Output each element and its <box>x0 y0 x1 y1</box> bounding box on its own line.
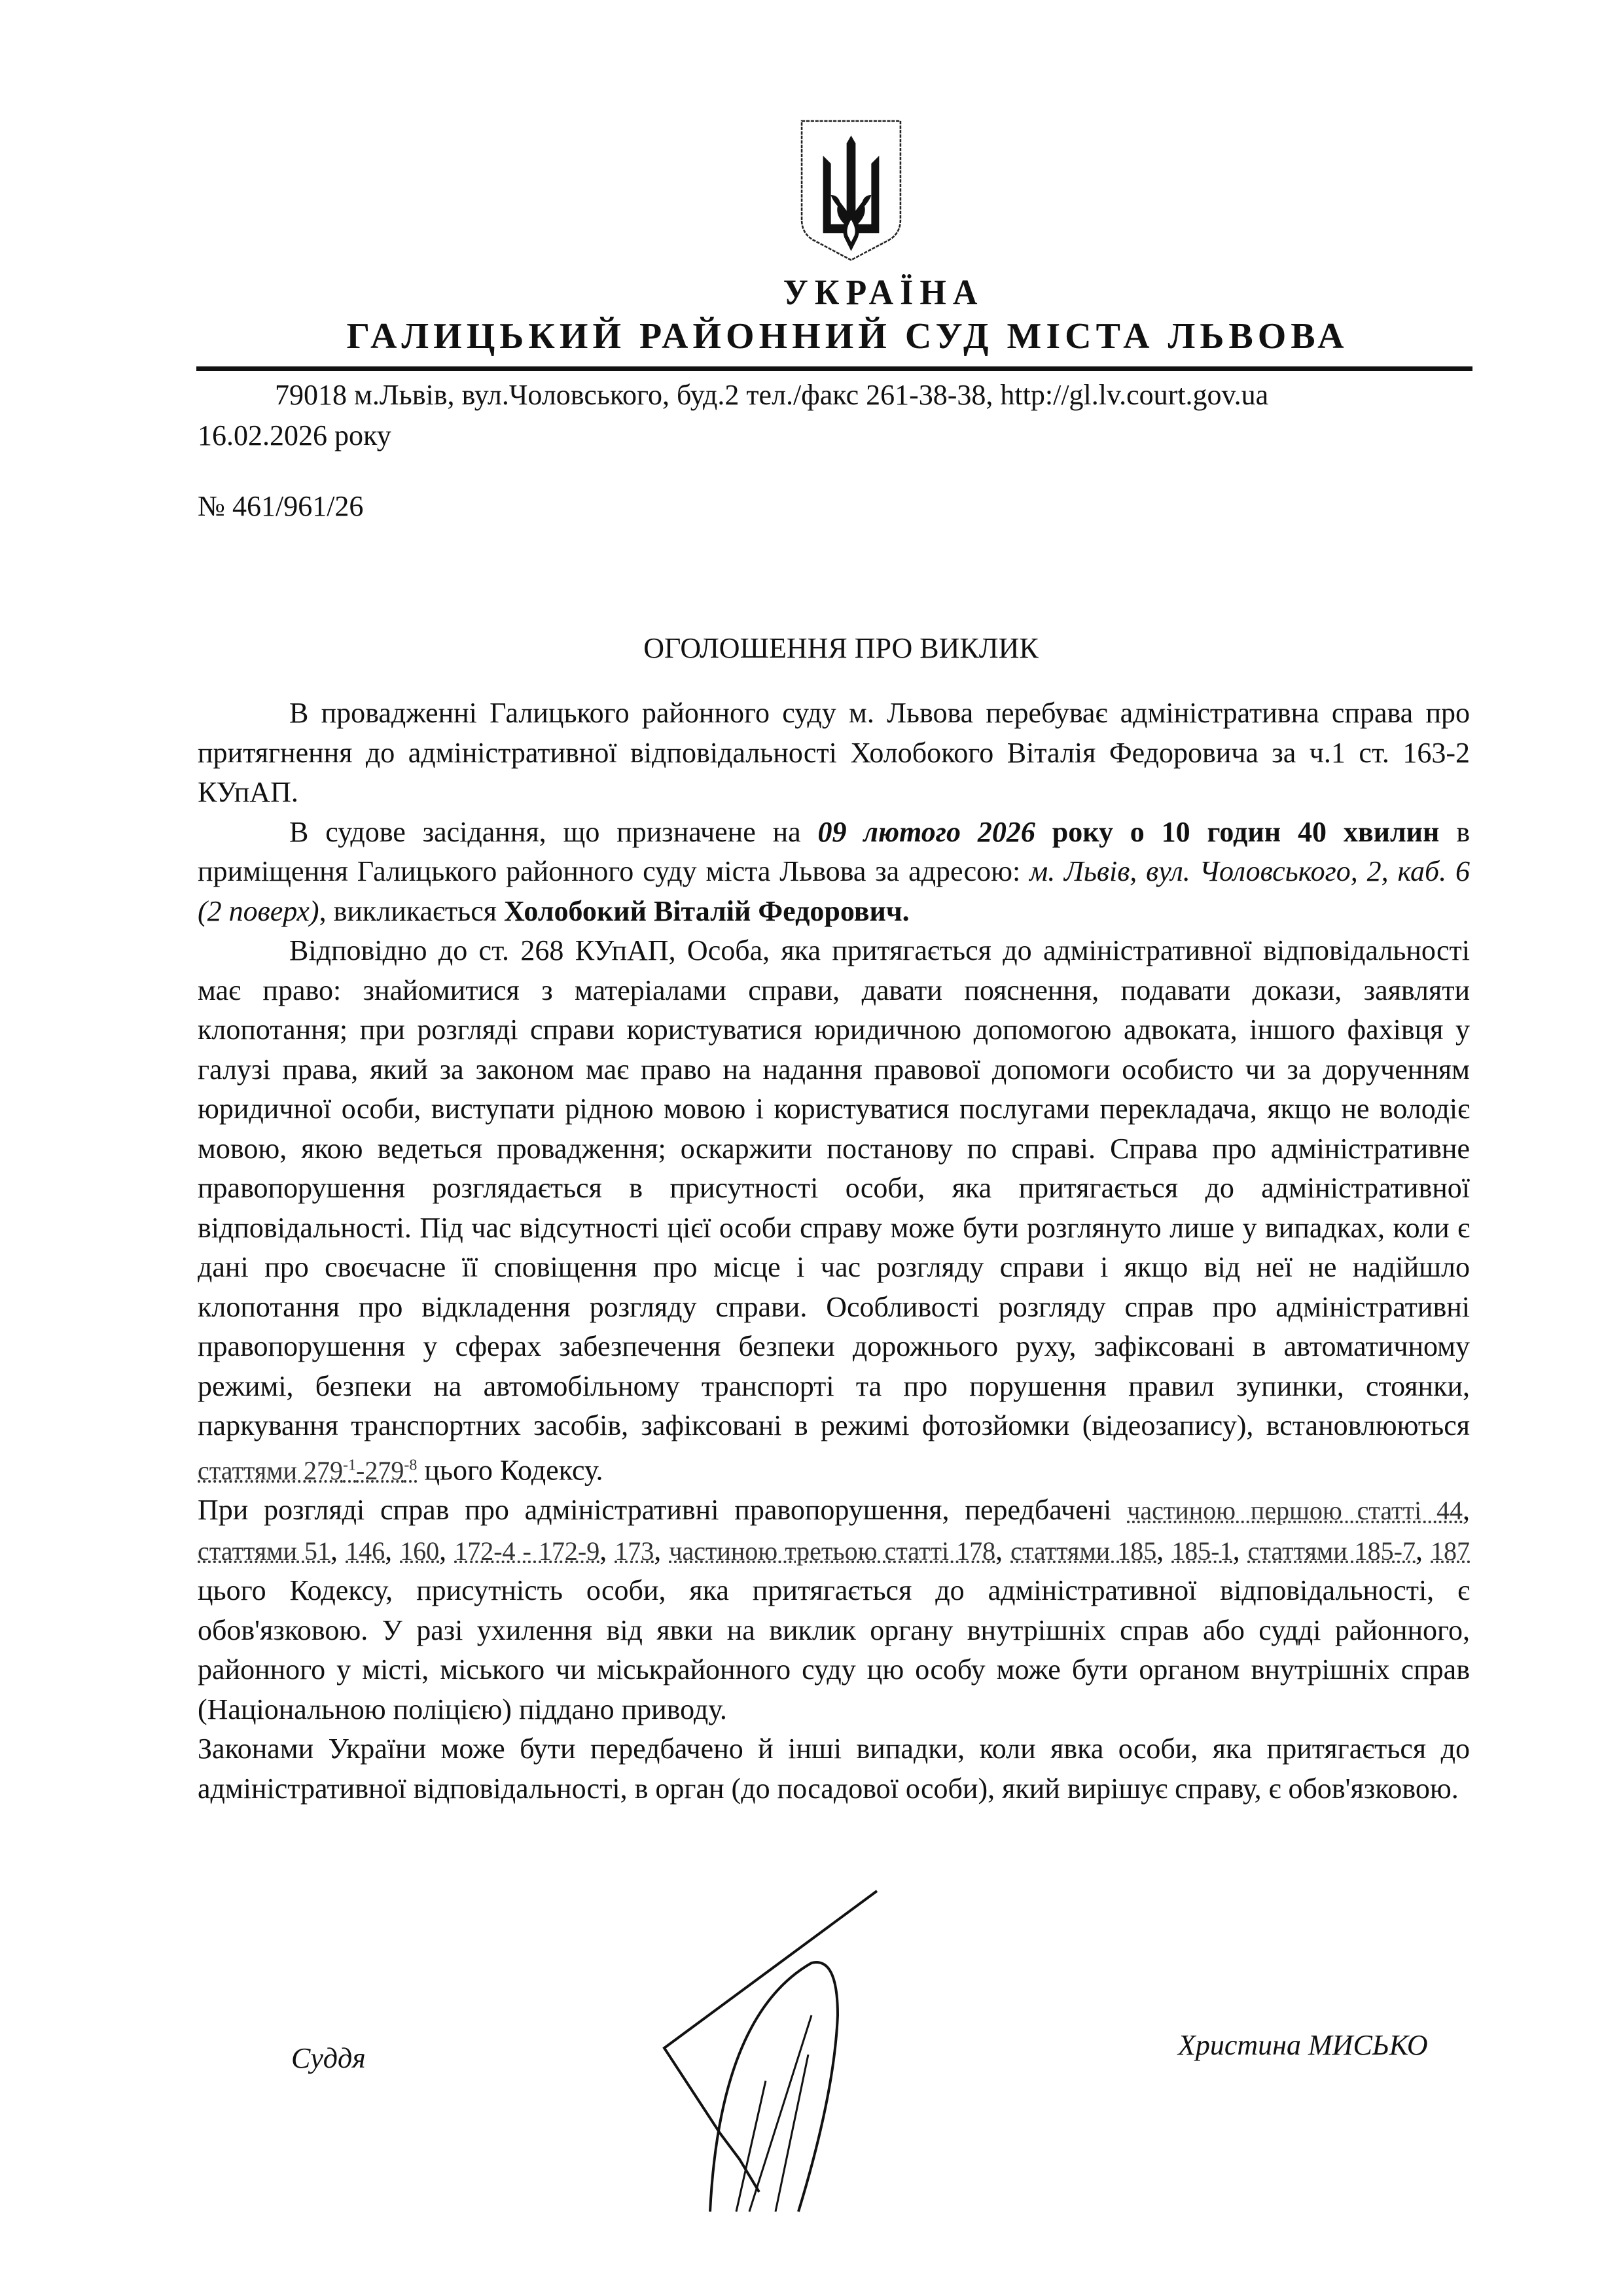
article-ref-link[interactable]: частиною третьою статті 178 <box>669 1536 996 1566</box>
paragraph-other-cases: Законами України може бути передбачено й інші випадки, коли явка особи, яка притягається до адміністративної відповідальності, в орган (до посадової особи), який вирішує справу, є обов'язковою. <box>198 1733 1470 1805</box>
header-divider <box>196 366 1472 371</box>
presence-prefix: При розгляді справ про адміністративні правопорушення, передбачені <box>198 1494 1128 1527</box>
hearing-date: 09 лютого 2026 <box>817 815 1035 848</box>
paragraph-proceedings: В провадженні Галицького районного суду м. Львова перебуває адміністративна справа про притягнення до адміністративної відповідальності Холобокого Віталія Федоровича за ч.1 ст. 163-2 КУпАП. <box>198 697 1470 808</box>
court-name-heading: ГАЛИЦЬКИЙ РАЙОННИЙ СУД МІСТА ЛЬВОВА <box>346 316 1349 357</box>
country-heading: УКРАЇНА <box>783 273 984 313</box>
rights-text: Відповідно до ст. 268 КУпАП, Особа, яка притягається до адміністративної відповідальності має право: знайомитися з матеріалами справи, давати пояснення, подавати докази, заявляти клопотання; при розгляді справи користуватися юридичною допомогою адвоката, іншого фахівця у галузі права, який за законом має право на надання правової допомоги особисто чи за дорученням юридичної особи, виступати рідною мовою і користуватися послугами перекладача, якщо не володіє мовою, якою ведеться провадження; оскаржити постанову по справі. Справа про адміністративне правопорушення розглядається в присутності особи, яка притягається до адміністративної відповідальності. Під час відсутності цієї особи справу може бути розглянуто лише у випадках, коли є дані про своєчасне її сповіщення про місце і час розгляду справи і якщо від неї не надійшло клопотання про відкладення розгляду справи. Особливості розгляду справ про адміністративні правопорушення у сферах забезпечення безпеки дорожнього руху, зафіксовані в автоматичному режимі, безпеки на автомобільному транспорті та про порушення правил зупинки, стоянки, паркування транспортних засобів, зафіксовані в режимі фотозйомки (відеозапису), встановлюються <box>198 934 1470 1441</box>
article-ref-link[interactable]: 187 <box>1431 1536 1471 1566</box>
ref-sep: -279 <box>356 1455 404 1485</box>
paragraph-rights <box>198 931 1470 1491</box>
ref-sup: -8 <box>404 1457 418 1474</box>
paragraph-hearing <box>198 813 1470 932</box>
case-number: № 461/961/26 <box>198 490 364 522</box>
hearing-location: м. Львів, вул. Чоловського, 2, каб. 6 (2 поверх) <box>198 855 1470 927</box>
article-ref-link[interactable]: 160 <box>400 1536 440 1566</box>
rights-suffix: цього Кодексу. <box>417 1453 603 1486</box>
hearing-summons: , викликається <box>319 894 504 927</box>
signer-role: Суддя <box>291 2042 366 2074</box>
article-ref-link[interactable]: 172-4 - 172-9 <box>454 1536 600 1566</box>
article-ref-link[interactable]: 185-1 <box>1171 1536 1233 1566</box>
article-ref-link[interactable]: 173 <box>615 1536 654 1566</box>
document-date: 16.02.2026 року <box>198 419 391 451</box>
article-ref-link[interactable]: статтями 185-7 <box>1247 1536 1416 1566</box>
ref-sup: -1 <box>343 1457 356 1474</box>
signer-name: Христина МИСЬКО <box>1178 2029 1428 2061</box>
court-address: 79018 м.Львів, вул.Чоловського, буд.2 тел./факс 261-38-38, http://gl.lv.court.gov.ua <box>275 379 1269 411</box>
article-279-link[interactable] <box>198 1456 417 1485</box>
signature-block <box>0 2022 1623 2100</box>
document-title: ОГОЛОШЕННЯ ПРО ВИКЛИК <box>643 632 1039 664</box>
ref-label: статтями 279 <box>198 1455 343 1485</box>
document-body <box>198 694 1470 1809</box>
paragraph-mandatory-presence: При розгляді справ про адміністративні правопорушення, передбачені частиною першою статті 44, статтями 51, 146, 160, 172-4 - 172-9, 173, частиною третьою статті 178, статтями 185, 185-1, статтями 185-7, 187 цього Кодексу, присутність особи, яка притягається до адміністративної відповідальності, є обов'язковою. У разі ухилення від явки на виклик органу внутрішніх справ або судді районного, районного у місті, міського чи міськрайонного суду цю особу може бути органом внутрішніх справ (Національною поліцією) піддано приводу. <box>198 1494 1471 1725</box>
article-ref-link[interactable]: частиною першою статті 44 <box>1127 1496 1463 1526</box>
article-ref-link[interactable]: 146 <box>346 1536 385 1566</box>
hearing-time: року о 10 годин 40 хвилин <box>1035 815 1440 848</box>
summoned-person: Холобокий Віталій Федорович. <box>503 894 910 927</box>
presence-suffix: цього Кодексу, присутність особи, яка притягається до адміністративної відповідальності, є обов'язковою. У разі ухилення від явки на виклик органу внутрішніх справ або судді районного, районного у місті, міського чи міськрайонного суду цю особу може бути органом внутрішніх справ (Національною поліцією) піддано приводу. <box>198 1574 1470 1725</box>
article-ref-link[interactable]: статтями 51 <box>198 1536 331 1566</box>
article-ref-link[interactable]: статтями 185 <box>1010 1536 1157 1566</box>
hearing-middle: в приміщення Галицького районного суду міста Львова за адресою: <box>198 815 1471 887</box>
hearing-prefix: В судове засідання, що призначене на <box>289 815 818 848</box>
trident-coat-of-arms-icon <box>794 116 908 274</box>
